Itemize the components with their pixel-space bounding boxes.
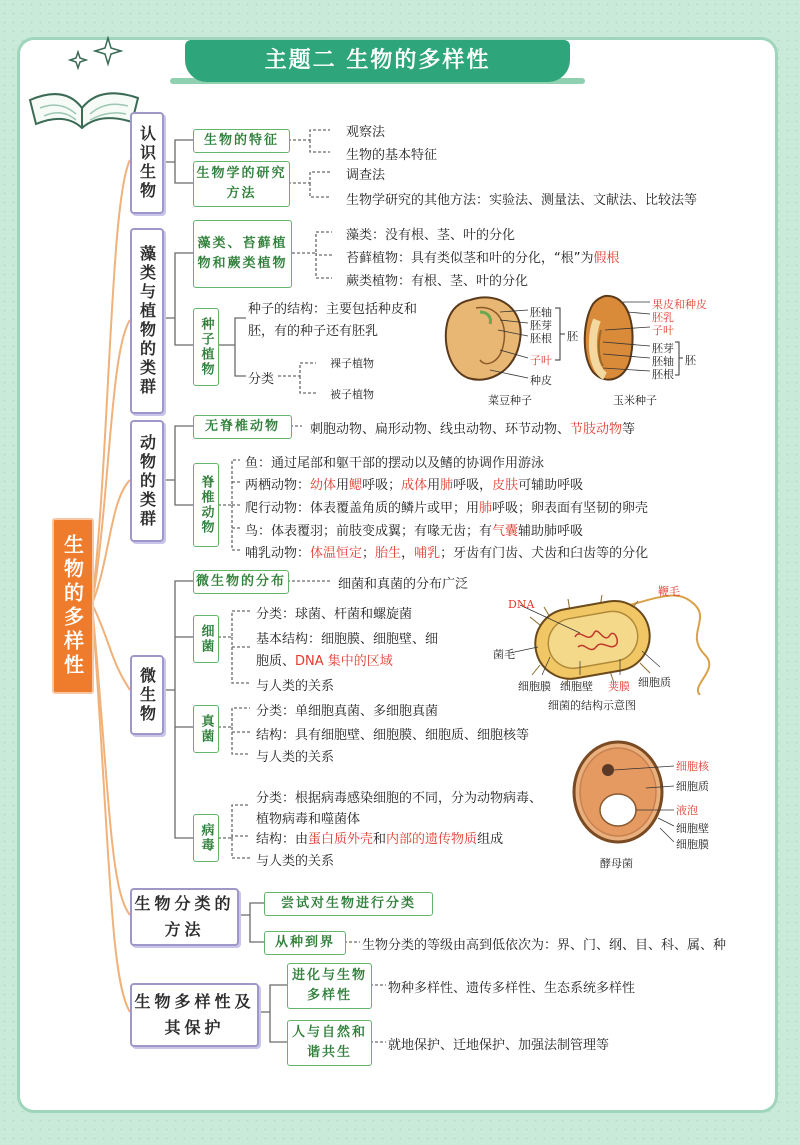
s4-b3: 胞质、DNA 集中的区域 <box>256 654 393 669</box>
yeast-label-vacuole: 液泡 <box>676 804 698 817</box>
s3-a1: 刺胞动物、扁形动物、线虫动物、环节动物、节肢动物等 <box>310 422 636 437</box>
corn-label-hypocotyl: 胚轴 <box>652 355 674 368</box>
tag-life-features: 生物的特征 <box>193 129 290 153</box>
yeast-figure <box>570 738 680 850</box>
bacteria-label-flagellum: 鞭毛 <box>658 585 680 598</box>
tag-fungi: 真菌 <box>193 705 219 753</box>
s6-b1: 就地保护、迁地保护、加强法制管理等 <box>388 1038 610 1053</box>
tag-virus: 病毒 <box>193 814 219 862</box>
s2-a2: 苔藓植物：具有类似茎和叶的分化，“根”为假根 <box>346 251 620 266</box>
s2-a1: 藻类：没有根、茎、叶的分化 <box>346 228 516 243</box>
corn-label-cotyledon: 子叶 <box>652 324 674 337</box>
bean-label-cotyledon: 子叶 <box>530 354 552 367</box>
tag-species-to-kingdom: 从种到界 <box>264 931 346 955</box>
category-recognize-life: 认识生物 <box>130 112 164 214</box>
s3-bird: 鸟：体表覆羽；前肢变成翼；有喙无齿；有气囊辅助肺呼吸 <box>245 524 584 539</box>
bacteria-figure <box>480 575 740 695</box>
yeast-label-nucleus: 细胞核 <box>676 760 709 773</box>
s3-fish: 鱼：通过尾部和躯干部的摆动以及鳍的协调作用游泳 <box>245 456 545 471</box>
category-biodiversity-protection: 生物多样性及其保护 <box>130 983 259 1047</box>
bacteria-label-dna: DNA <box>508 598 535 611</box>
tag-bacteria: 细菌 <box>193 615 219 663</box>
tag-seed-plants: 种子植物 <box>193 308 219 386</box>
yeast-label-wall: 细胞壁 <box>676 822 709 835</box>
s5-b1: 生物分类的等级由高到低依次为：界、门、纲、目、科、属、种 <box>362 938 727 953</box>
bacteria-caption: 细菌的结构示意图 <box>548 699 636 712</box>
tag-microbe-distribution: 微生物的分布 <box>193 570 289 594</box>
s2-b2: 分类 <box>248 372 275 387</box>
s4-d3: 与人类的关系 <box>256 854 335 869</box>
corn-label-pericarp: 果皮和种皮 <box>652 298 707 311</box>
bacteria-label-capsule: 荚膜 <box>608 680 630 693</box>
s2-b1b: 胚，有的种子还有胚乳 <box>248 324 379 339</box>
s4-c3: 与人类的关系 <box>256 750 335 765</box>
s3-reptile: 爬行动物：体表覆盖角质的鳞片或甲；用肺呼吸；卵表面有坚韧的卵壳 <box>245 501 649 516</box>
category-classification-methods: 生物分类的方法 <box>130 888 239 946</box>
s4-a1: 细菌和真菌的分布广泛 <box>338 577 469 592</box>
s1-b1: 调查法 <box>346 168 386 183</box>
tag-try-classify: 尝试对生物进行分类 <box>264 892 433 916</box>
s2-b2a: 裸子植物 <box>330 357 374 370</box>
bean-label-radicle: 胚根 <box>530 332 552 345</box>
s4-c2: 结构：具有细胞壁、细胞膜、细胞质、细胞核等 <box>256 728 530 743</box>
bacteria-label-pili: 菌毛 <box>493 648 515 661</box>
bean-label-plumule: 胚芽 <box>530 319 552 332</box>
corn-label-endosperm: 胚乳 <box>652 311 674 324</box>
bacteria-label-membrane: 细胞膜 <box>518 680 551 693</box>
tag-research-methods: 生物学的研究方法 <box>193 161 290 207</box>
tag-evolution-diversity: 进化与生物多样性 <box>287 963 372 1009</box>
s4-b4: 与人类的关系 <box>256 679 335 694</box>
s4-b1: 分类：球菌、杆菌和螺旋菌 <box>256 607 413 622</box>
corn-label-embryo: 胚 <box>685 354 696 367</box>
s1-a2: 生物的基本特征 <box>346 148 438 163</box>
s6-a1: 物种多样性、遗传多样性、生态系统多样性 <box>388 981 636 996</box>
yeast-caption: 酵母菌 <box>600 857 633 870</box>
s4-d1b: 植物病毒和噬菌体 <box>256 812 361 827</box>
bacteria-label-cytoplasm: 细胞质 <box>638 676 671 689</box>
s2-b2b: 被子植物 <box>330 388 374 401</box>
bacteria-label-wall: 细胞壁 <box>560 680 593 693</box>
bean-label-embryo: 胚 <box>567 330 578 343</box>
category-microbes: 微生物 <box>130 655 164 735</box>
s4-d1: 分类：根据病毒感染细胞的不同，分为动物病毒、 <box>256 791 543 806</box>
category-animals: 动物的类群 <box>130 420 164 542</box>
s4-c1: 分类：单细胞真菌、多细胞真菌 <box>256 704 439 719</box>
yeast-label-cytoplasm: 细胞质 <box>676 780 709 793</box>
tag-algae-moss-fern: 藻类、苔藓植物和蕨类植物 <box>193 220 292 288</box>
s2-b1: 种子的结构：主要包括种皮和 <box>248 302 418 317</box>
s4-b2: 基本结构：细胞膜、细胞壁、细 <box>256 632 439 647</box>
s3-mammal: 哺乳动物：体温恒定；胎生，哺乳；牙齿有门齿、犬齿和臼齿等的分化 <box>245 546 649 561</box>
tag-invertebrates: 无脊椎动物 <box>193 415 292 439</box>
corn-caption: 玉米种子 <box>613 394 657 407</box>
root-topic: 生物的多样性 <box>52 518 94 694</box>
s3-amphibian: 两栖动物：幼体用鳃呼吸；成体用肺呼吸，皮肤可辅助呼吸 <box>245 478 584 493</box>
tag-harmony-nature: 人与自然和谐共生 <box>287 1020 372 1066</box>
page-title: 主题二 生物的多样性 <box>185 40 570 82</box>
bean-caption: 菜豆种子 <box>488 394 532 407</box>
category-algae-plants: 藻类与植物的类群 <box>130 228 164 414</box>
tag-vertebrates: 脊椎动物 <box>193 463 219 547</box>
corn-label-plumule: 胚芽 <box>652 342 674 355</box>
bean-label-seedcoat: 种皮 <box>530 374 552 387</box>
bean-label-hypocotyl: 胚轴 <box>530 306 552 319</box>
corn-label-radicle: 胚根 <box>652 368 674 381</box>
s2-a3: 蕨类植物：有根、茎、叶的分化 <box>346 274 529 289</box>
s4-d2: 结构：由蛋白质外壳和内部的遗传物质组成 <box>256 832 504 847</box>
s1-a1: 观察法 <box>346 125 386 140</box>
yeast-label-membrane: 细胞膜 <box>676 838 709 851</box>
s1-b2: 生物学研究的其他方法：实验法、测量法、文献法、比较法等 <box>346 193 698 208</box>
